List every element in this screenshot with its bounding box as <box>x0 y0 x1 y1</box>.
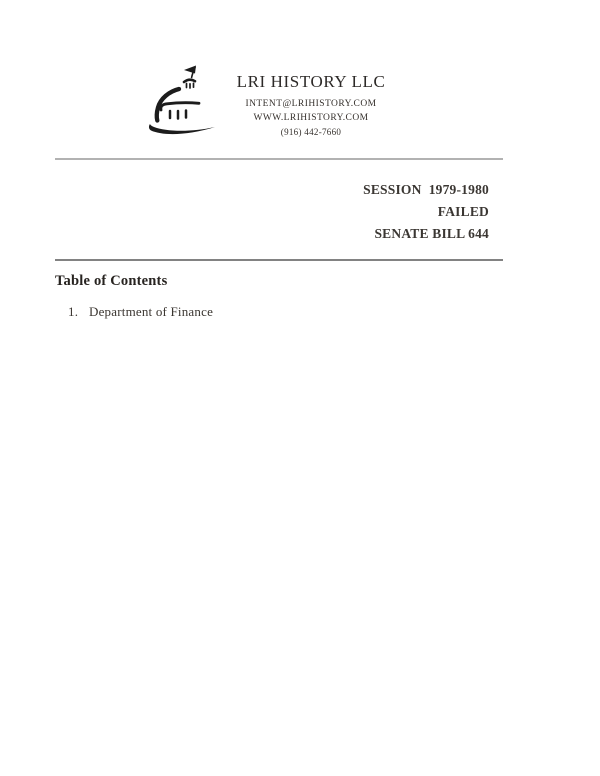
toc-item-label: Department of Finance <box>89 304 214 319</box>
company-phone: (916) 442-7660 <box>280 127 342 137</box>
session-line: SESSION 1979-1980 <box>363 182 489 197</box>
bill-line: SENATE BILL 644 <box>374 226 489 241</box>
toc-item-number: 1. <box>68 304 79 319</box>
divider-top <box>55 158 503 160</box>
divider-bottom <box>55 259 503 261</box>
capitol-dome-icon <box>148 62 218 144</box>
status-line: FAILED <box>437 204 489 219</box>
company-name: LRI HISTORY LLC <box>236 72 386 91</box>
case-info-block <box>363 179 489 245</box>
letterhead <box>226 72 396 139</box>
toc-title: Table of Contents <box>55 273 168 289</box>
company-email: INTENT@LRIHISTORY.COM <box>245 99 377 109</box>
company-website: WWW.LRIHISTORY.COM <box>253 113 369 123</box>
toc-item <box>68 304 213 320</box>
